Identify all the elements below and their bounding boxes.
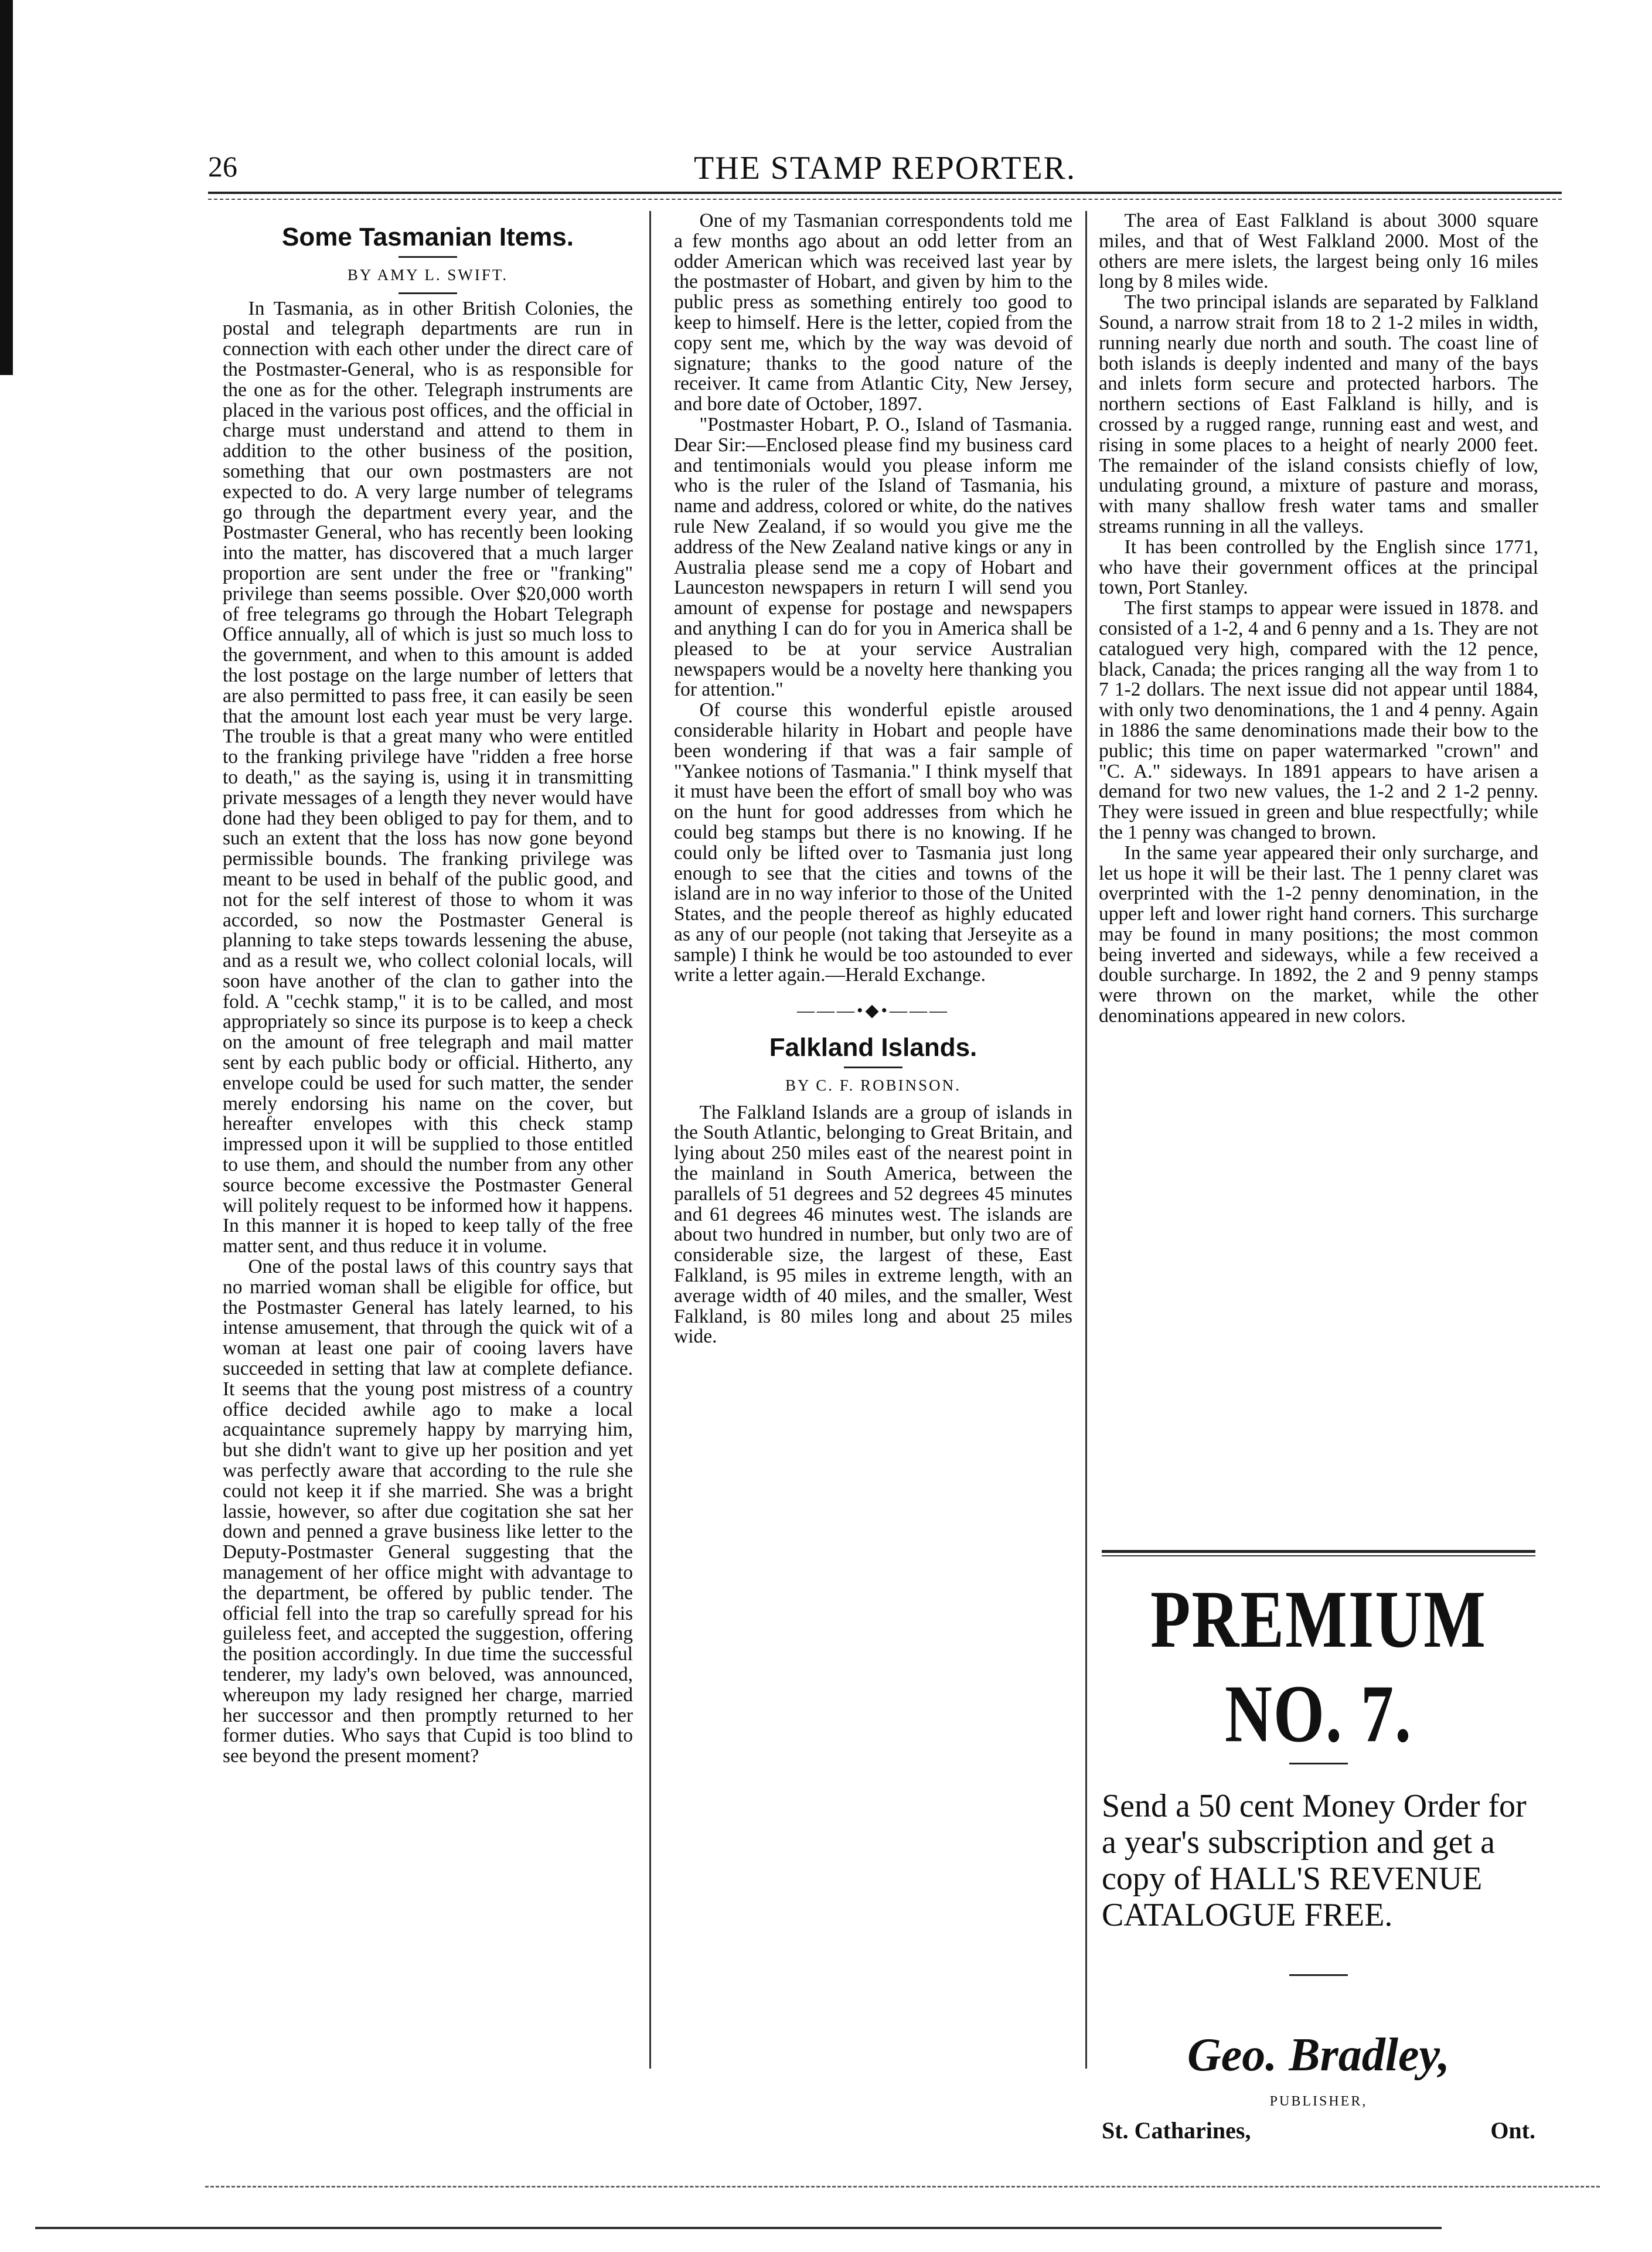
ad-publisher: Geo. Bradley, xyxy=(1187,2029,1450,2081)
footer-rule xyxy=(35,2227,1442,2229)
ad-title: PREMIUM NO. 7. xyxy=(1150,1574,1487,1760)
article-paragraph: In the same year appeared their only surcharge, and let us hope it will be their last. The 1 penny claret was overprinted with the 1-2 penny denomination, in the upper left and lower right hand corners. This surcharge may be found in many positions; the most common being inverted and sideways, while a few received a double surcharge. In 1892, the 2 and 9 penny stamps were thrown on the market, while the other denominations appeared in new colors. xyxy=(1099,841,1538,1027)
column-2 xyxy=(674,211,1072,2069)
ad-short-rule xyxy=(1289,1974,1348,1976)
ad-short-rule xyxy=(1289,1763,1348,1764)
article-paragraph: The two principal islands are separated by Falkland Sound, a narrow strait from 18 to 2 1-2 miles in width, running nearly due north and south. The coast line of both islands is deeply indented and many of the bays and inlets form secure and protected harbors. The northern sections of East Falkland is hilly, and is crossed by a rugged range, running east and west, and rising in some places to a height of nearly 2000 feet. The remainder of the island consists chiefly of low, undulating ground, a mixture of pasture and morass, with many shallow fresh water tams and smaller streams running in all the valleys. xyxy=(1099,291,1538,537)
running-head: THE STAMP REPORTER. xyxy=(694,150,1076,186)
article-title: Some Tasmanian Items. xyxy=(281,223,574,251)
article-paragraph: "Postmaster Hobart, P. O., Island of Tasmania. Dear Sir:—Enclosed please find my business card and tentimonials would you please inform me who is the ruler of the Island of Tasmania, his name and address, colored or white, do the natives rule New Zealand, if so would you give me the address of the New Zealand native kings or any in Australia please send me a copy of Hobart and Launceston newspapers in return I will send you amount of expense for postage and newspapers and anything I can do for you in America shall be pleased to be at your service Australian newspapers would be a novelty here thanking you for attention." xyxy=(674,413,1072,701)
article-paragraph: One of the postal laws of this country says that no married woman shall be eligible for office, but the Postmaster General has lately learned, to his intense amusement, that through the quick wit of a woman at least one pair of cooing lavers have succeeded in setting that law at complete defiance. It seems that the young post mistress of a country office decided awhile ago to make a local acquaintance supremely happy by marrying him, but she didn't want to give up her position and yet was perfectly aware that according to the rule she could not keep it if she married. She was a bright lassie, however, so after due cogitation she sat her down and penned a grave business like letter to the Deputy-Postmaster General suggesting that the management of her office might with advantage to the department, be offered by public tender. The official fell into the trap so carefully spread for his guileless feet, and accepted the suggestion, offering the position accordingly. In due time the successful tenderer, my lady's own beloved, was announced, whereupon my lady resigned her charge, married her successor and then promptly returned to her former duties. Who says that Cupid is too blind to see beyond the present moment? xyxy=(223,1256,633,1767)
ad-location xyxy=(1102,2117,1535,2144)
ad-rule xyxy=(1102,1555,1535,1556)
header-rule xyxy=(208,192,1562,194)
article-title: Falkland Islands. xyxy=(769,1033,977,1062)
ad-rule xyxy=(1102,1550,1535,1553)
article-paragraph: The first stamps to appear were issued in 1878. and consisted of a 1-2, 4 and 6 penny and a 1s. They are not catalogued very high, compared with the 12 pence, black, Canada; the prices ranging all the way from 1 to 7 1-2 dollars. The next issue did not appear until 1884, with only two denominations, the 1 and 4 penny. Again in 1886 the same denominations made their bow to the public; this time on paper watermarked "crown" and "C. A." sideways. In 1891 appears to have arisen a demand for two new values, the 1-2 and 2 1-2 penny. They were issued in green and blue respectfully; while the 1 penny was changed to brown. xyxy=(1099,597,1538,843)
byline-rule xyxy=(398,292,457,294)
title-rule xyxy=(398,256,457,258)
scan-margin-bar xyxy=(0,0,13,375)
section-divider: ———•◆•——— xyxy=(796,1001,950,1021)
title-rule xyxy=(844,1067,902,1068)
column-rule xyxy=(649,211,651,2069)
column-rule xyxy=(1085,211,1087,2069)
header-rule-dashed xyxy=(208,199,1562,200)
ad-publisher-role: PUBLISHER, xyxy=(1269,2094,1368,2109)
article-paragraph: The Falkland Islands are a group of islands in the South Atlantic, belonging to Great Britain, and lying about 250 miles east of the nearest point in the mainland in South America, between the parallels of 51 degrees and 52 degrees 45 minutes and 61 degrees 46 minutes west. The islands are about two hundred in number, but only two are of considerable size, the largest of these, East Falkland, is 95 miles in extreme length, with an average width of 40 miles, and the smaller, West Falkland, is 80 miles long and about 25 miles wide. xyxy=(674,1101,1072,1348)
article-paragraph: One of my Tasmanian correspondents told me a few months ago about an odd letter from an odder American which was received last year by the postmaster of Hobart, and given by him to the public press as something entirely too good to keep to himself. Here is the letter, copied from the copy sent me, which by the way was devoid of signature; thanks to the good nature of the receiver. It came from Atlantic City, New Jersey, and bore date of October, 1897. xyxy=(674,211,1072,415)
article-paragraph: In Tasmania, as in other British Colonies, the postal and telegraph departments are run in connection with each other under the direct care of the Postmaster-General, who is as responsible for the one as for the other. Telegraph instruments are placed in the various post offices, and the official in charge must understand and attend to them in addition to the other business of the position, something that our own postmasters are not expected to do. A very large number of telegrams go through the department every year, and the Postmaster General, who has recently been looking into the matter, has discovered that a much larger proportion are sent under the free or "franking" privilege than seems possible. Over $20,000 worth of free telegrams go through the Hobart Telegraph Office annually, all of which is just so much loss to the government, and when to this amount is added the lost postage on the large number of letters that are also permitted to pass free, it can easily be seen that the amount lost each year must be very large. The trouble is that a great many who were entitled to the franking privilege have "ridden a free horse to death," as the saying is, using it in transmitting private messages of a length they never would have done had they been obliged to pay for them, and to such an extent that the loss has now gone beyond permissible bounds. The franking privilege was meant to be used in behalf of the public good, and not for the self interest of those to whom it was accorded, so now the Postmaster General is planning to take steps towards lessening the abuse, and as a result we, who collect colonial locals, will soon have another of the clan to gather into the fold. A "cechk stamp," it is to be called, and most appropriately so since its purpose is to keep a check on the amount of free telegraph and mail matter sent by each public body or official. Hitherto, any envelope could be used for such matter, the sender merely endorsing his name on the cover, but hereafter envelopes with this check stamp impressed upon it will be supplied to those entitled to use them, and should the number from any other source become excessive the Postmaster General will politely request to be informed how it happens. In this manner it is hoped to keep tally of the free matter sent, and thus reduce it in volume. xyxy=(223,297,633,1258)
premium-advertisement xyxy=(1102,1550,1535,2144)
column-1 xyxy=(223,211,633,2069)
ad-province: Ont. xyxy=(1490,2117,1535,2144)
footer-rule-dashed xyxy=(205,2186,1600,2188)
article-byline: BY C. F. ROBINSON. xyxy=(785,1076,961,1094)
article-paragraph: It has been controlled by the English since 1771, who have their government offices at the principal town, Port Stanley. xyxy=(1099,536,1538,599)
page-number: 26 xyxy=(208,150,237,183)
column-3 xyxy=(1099,211,1538,1524)
article-paragraph: Of course this wonderful epistle aroused considerable hilarity in Hobart and people have been wondering if that was a fair sample of "Yankee notions of Tasmania." I think myself that it must have been the effort of small boy who was on the hunt for good addresses from which he could beg stamps but there is no knowing. If he could only be lifted over to Tasmania just long enough to see that the cities and towns of the island are in no way inferior to those of the United States, and the people thereof as highly educated as any of our people (not taking that Jerseyite as a sample) I think he would be too astounded to ever write a letter again.—Herald Exchange. xyxy=(674,699,1072,986)
article-paragraph: The area of East Falkland is about 3000 square miles, and that of West Falkland 2000. Most of the others are mere islets, the largest being only 16 miles long by 8 miles wide. xyxy=(1099,211,1538,293)
article-byline: BY AMY L. SWIFT. xyxy=(347,265,509,284)
ad-body: Send a 50 cent Money Order for a year's subscription and get a copy of HALL'S REVENUE CATALOGUE FREE. xyxy=(1102,1788,1527,1933)
ad-city: St. Catharines, xyxy=(1102,2117,1251,2144)
page-header xyxy=(208,149,1562,190)
